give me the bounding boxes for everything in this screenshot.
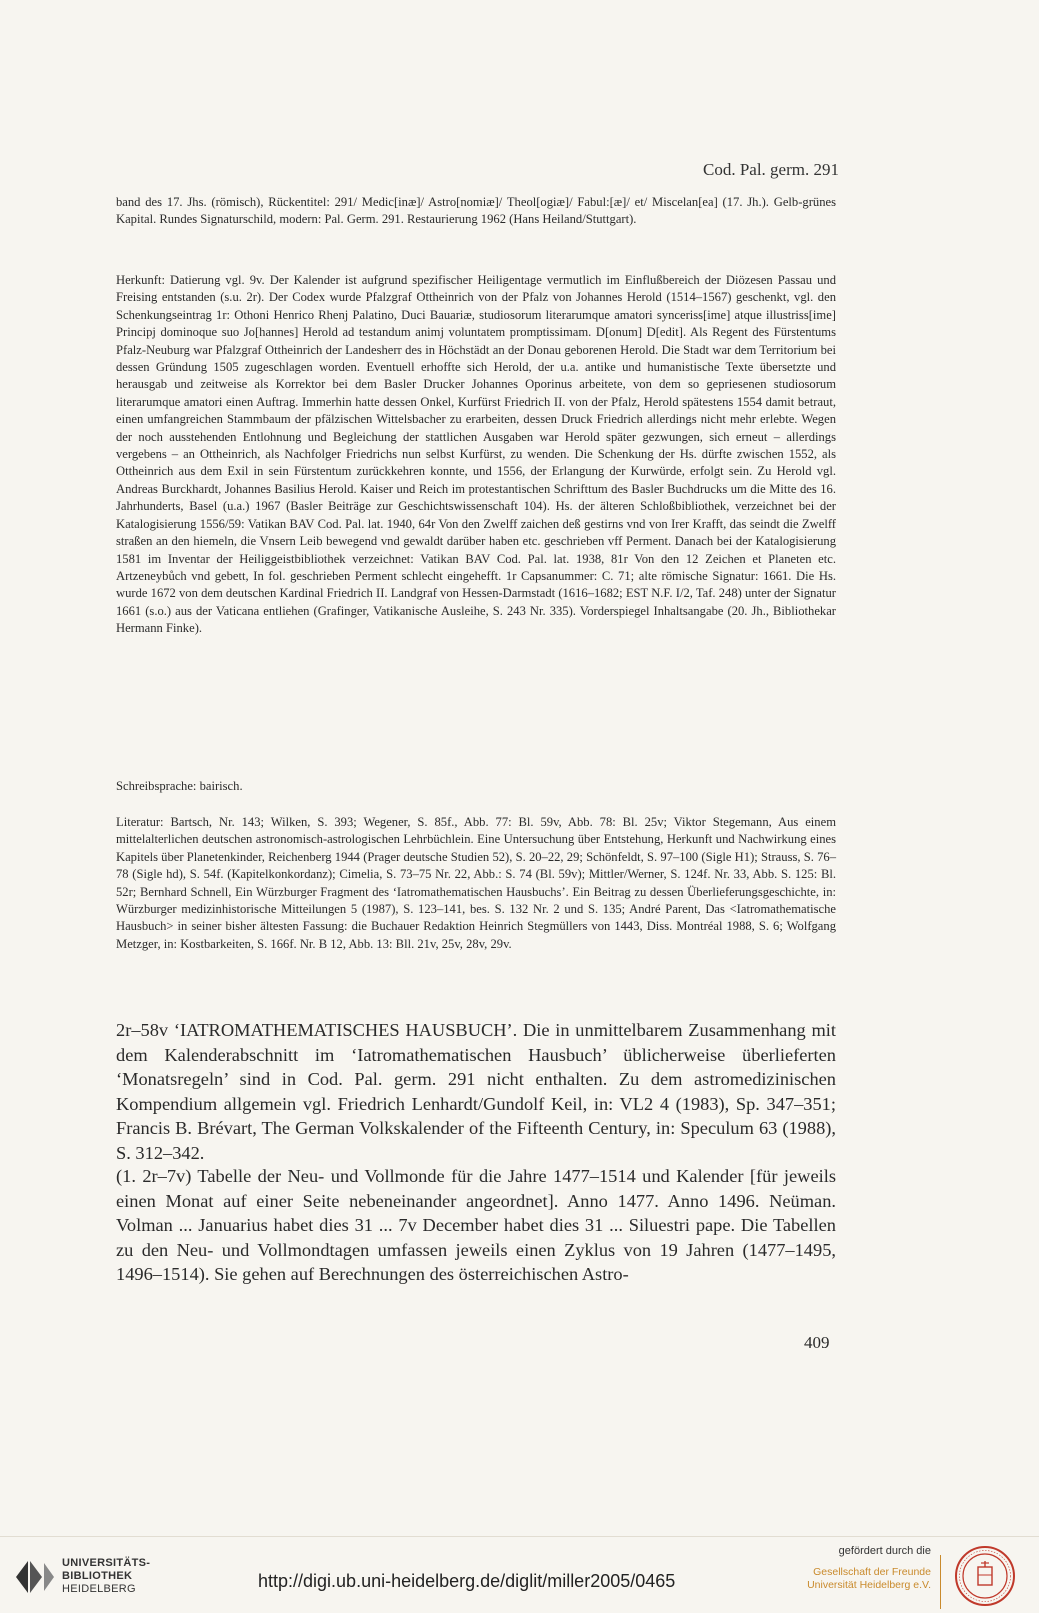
literature-section bbox=[116, 814, 836, 953]
binding-paragraph: band des 17. Jhs. (römisch), Rückentitel: 291/ Medic[inæ]/ Astro[nomiæ]/ Theol[ogiæ]/ Fabul:[æ]/ et/ Miscelan[ea] (17. Jh.). Gelb-grünes Kapital. Rundes Signaturschild, modern: Pal. Germ. 291. Restaurierung 1962 (Hans Heiland/Stuttgart). bbox=[116, 195, 836, 227]
main-entry bbox=[116, 1018, 836, 1165]
sponsor-name: Gesellschaft der Freunde bbox=[813, 1566, 931, 1578]
binding-description bbox=[116, 194, 836, 229]
library-logo-icon[interactable] bbox=[14, 1557, 56, 1597]
sponsor-divider bbox=[940, 1555, 941, 1609]
running-header: Cod. Pal. germ. 291 bbox=[703, 160, 839, 179]
dialect-paragraph: Schreibsprache: bairisch. bbox=[116, 779, 243, 793]
permalink-url[interactable]: http://digi.ub.uni-heidelberg.de/diglit/miller2005/0465 bbox=[258, 1571, 676, 1591]
sponsor-name: Universität Heidelberg e.V. bbox=[807, 1579, 931, 1591]
provenance-section bbox=[116, 272, 836, 638]
dialect-section bbox=[116, 778, 836, 795]
footer-bar bbox=[0, 1536, 1039, 1613]
library-name[interactable] bbox=[62, 1557, 150, 1596]
main-entry-paragraph: 2r–58v ‘IATROMATHEMATISCHES HAUSBUCH’. Die in unmittelbarem Zusammenhang mit dem Kalenderabschnitt im ‘Iatromathematischen Hausbuch’ üblicherweise überlieferten ‘Monatsregeln’ sind in Cod. Pal. germ. 291 nicht enthalten. Zu dem astromedizinischen Kompendium allgemein vgl. Friedrich Lenhardt/Gundolf Keil, in: VL2 4 (1983), Sp. 347–351; Francis B. Brévart, The German Volkskalender of the Fifteenth Century, in: Speculum 63 (1988), S. 312–342. bbox=[116, 1020, 836, 1163]
sponsor-label: gefördert durch die bbox=[838, 1545, 931, 1557]
literature-paragraph: Literatur: Bartsch, Nr. 143; Wilken, S. 393; Wegener, S. 85f., Abb. 77: Bl. 59v, Abb. 78: Bl. 25v; Viktor Stegemann, Aus einem mittelalterlichen deutschen astronomisch-astrologischen Lehrbüchlein. Eine Untersuchung über Entstehung, Herkunft und Nachwirkung eines Kapitels über Planetenkinder, Reichenberg 1944 (Prager deutsche Studien 52), S. 20–22, 29; Schönfeldt, S. 97–100 (Sigle H1); Strauss, S. 76–78 (Sigle hd), S. 54f. (Kapitelkonkordanz); Cimelia, S. 73–75 Nr. 22, Abb.: S. 74 (Bl. 59v); Mittler/Werner, S. 124f. Nr. 33, Abb. S. 125: Bl. 52r; Bernhard Schnell, Ein Würzburger Fragment des ‘Iatromathematischen Hausbuchs’. Ein Beitrag zu dessen Überlieferungsgeschichte, in: Würzburger medizinhistorische Mitteilungen 5 (1987), S. 123–141, bes. S. 132 Nr. 2 und S. 135; André Parent, Das <Iatromathematische Hausbuch> in seiner bisher ältesten Fassung: die Buchauer Redaktion Heinrich Stegmüllers von 1443, Diss. Montréal 1988, S. 6; Wolfgang Metzger, in: Kostbarkeiten, S. 166f. Nr. B 12, Abb. 13: Bll. 21v, 25v, 28v, 29v. bbox=[116, 815, 836, 951]
page-number: 409 bbox=[804, 1333, 830, 1352]
library-name-line: HEIDELBERG bbox=[62, 1583, 136, 1595]
calendar-entry bbox=[116, 1164, 836, 1287]
calendar-entry-paragraph: (1. 2r–7v) Tabelle der Neu- und Vollmonde für die Jahre 1477–1514 und Kalender [für jeweils einen Monat auf einer Seite nebeneinander angeordnet]. Anno 1477. Anno 1496. Neüman. Volman ... Januarius habet dies 31 ... 7v December habet dies 31 ... Siluestri pape. Die Tabellen zu den Neu- und Vollmondtagen umfassen jeweils einen Zyklus von 19 Jahren (1477–1495, 1496–1514). Sie gehen auf Berechnungen des österreichischen Astro- bbox=[116, 1166, 836, 1284]
library-name-line: UNIVERSITÄTS- bbox=[62, 1557, 151, 1569]
university-seal-icon[interactable] bbox=[954, 1545, 1016, 1607]
library-name-line: BIBLIOTHEK bbox=[62, 1570, 133, 1582]
sponsor-credit[interactable] bbox=[807, 1545, 931, 1592]
provenance-paragraph: Herkunft: Datierung vgl. 9v. Der Kalender ist aufgrund spezifischer Heiligentage vermutlich im Einflußbereich der Diözesen Passau und Freising entstanden (s.u. 2r). Der Codex wurde Pfalzgraf Ottheinrich von der Pfalz von Johannes Herold (1514–1567) geschenkt, vgl. den Schenkungseintrag 1r: Othoni Henrico Rhenj Palatino, Duci Bauariæ, studiosorum literarumque amatori synceriss[ime] atque illustriss[ime] Principj dominoque suo Jo[hannes] Herold ad testandum animj voluntatem promptissimam. D[onum] D[edit]. Als Regent des Fürstentums Pfalz-Neuburg war Pfalzgraf Ottheinrich der Landesherr des in Höchstädt an der Donau geborenen Herold. Die Stadt war dem Territorium bei dessen Gründung 1505 zugeschlagen worden. Eventuell erhoffte sich Herold, der u.a. antike und humanistische Texte übersetzte und herausgab und zeitweise als Korrektor bei dem Basler Drucker Johannes Oporinus arbeitete, von dem so gepriesenen studiosorum literarumque amatori einen Auftrag. Immerhin hatte dessen Onkel, Kurfürst Friedrich II. von der Pfalz, Herold spätestens 1554 damit betraut, einen umfangreichen Stammbaum der pfälzischen Wittelsbacher zu erarbeiten, dessen Druck Friedrich allerdings nicht mehr erlebte. Wegen der noch ausstehenden Entlohnung und Begleichung der stattlichen Ausgaben war Herold später gezwungen, sich erneut – allerdings vergebens – an Ottheinrich, als Nachfolger Friedrichs nun selbst Kurfürst, zu wenden. Die Schenkung der Hs. dürfte zwischen 1552, als Ottheinrich aus dem Exil in sein Fürstentum zurückkehren konnte, und 1556, der Erlangung der Kurwürde, erfolgt sein. Zu Herold vgl. Andreas Burckhardt, Johannes Basilius Herold. Kaiser und Reich im protestantischen Schrifttum des Basler Buchdrucks um die Mitte des 16. Jahrhunderts, Basel (u.a.) 1967 (Basler Beiträge zur Geschichtswissenschaft 104). Hs. der älteren Schloßbibliothek, verzeichnet bei der Katalogisierung 1556/59: Vatikan BAV Cod. Pal. lat. 1940, 64r Von den Zwelff zaichen deß gestirns vnd von Irer Krafft, das seindt die Zwelff straßen an den hiemeln, die Vnsern Leib bewegend vnd gewaldt darüber haben etc. geschrieben vff Perment. Danach bei der Katalogisierung 1581 im Inventar der Heiliggeistbibliothek verzeichnet: Vatikan BAV Cod. Pal. lat. 1938, 81r Von den 12 Zeichen et Planeten etc. Artzeneybůch vnd gebett, In fol. geschrieben Perment schlecht eingehefft. 1r Capsanummer: C. 71; alte römische Signatur: 1661. Die Hs. wurde 1672 von dem deutschen Kardinal Friedrich II. Landgraf von Hessen-Darmstadt (1616–1682; EST N.F. I/2, Taf. 248) unter der Signatur 1661 (s.o.) aus der Vaticana entliehen (Grafinger, Vatikanische Ausleihe, S. 243 Nr. 335). Vorderspiegel Inhaltsangabe (20. Jh., Bibliothekar Hermann Finke). bbox=[116, 273, 836, 636]
